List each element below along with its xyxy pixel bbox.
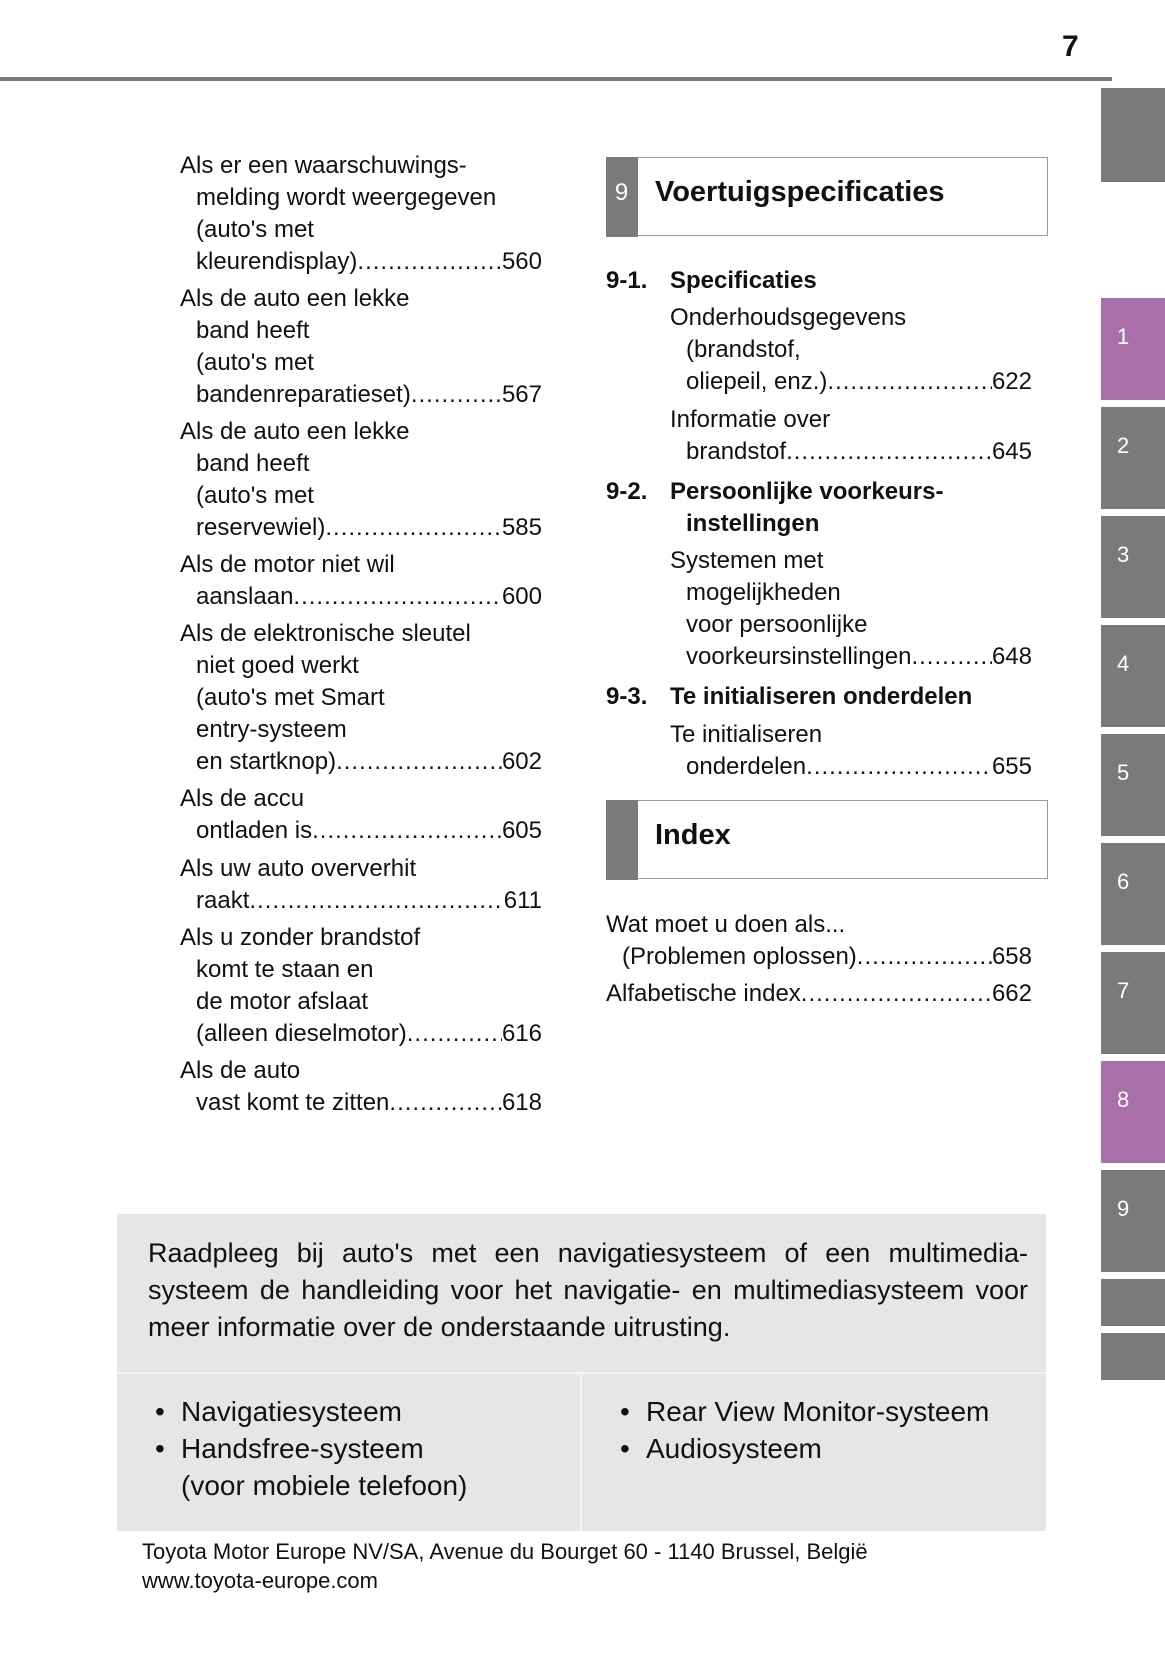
toc-entry-flat-tire-spare-wheel[interactable] [180, 416, 542, 544]
leader-dots [293, 581, 502, 613]
list-item-continued: (voor mobiele telefoon) [181, 1470, 468, 1501]
leader-dots [806, 751, 992, 783]
chapter-tab-9[interactable] [1101, 1170, 1165, 1272]
toc-entry-text: Als uw auto oververhit [180, 855, 417, 882]
leader-dots [325, 512, 502, 544]
list-item: • Handsfree-systeem [155, 1430, 467, 1467]
header-rule [0, 77, 1112, 81]
toc-page-number: 602 [501, 748, 542, 775]
section-heading-9-1[interactable] [606, 265, 1046, 297]
bullet-icon: • [620, 1396, 630, 1427]
toc-entry-text: Onderhoudsgegevens [670, 304, 907, 331]
toc-entry-text: niet goed werkt [196, 652, 359, 679]
chapter-heading-index [606, 800, 1048, 879]
chapter-tab-label: 4 [1117, 651, 1130, 676]
toc-entry-text: Systemen met [670, 547, 824, 574]
leader-dots [312, 815, 502, 847]
toc-page-number: 622 [991, 368, 1032, 395]
chapter-tab-6[interactable] [1101, 843, 1165, 945]
toc-entry-text: mogelijkheden [686, 579, 841, 606]
toc-entry-text: reservewiel) [196, 514, 326, 541]
toc-entry-text: Als de auto [180, 1057, 301, 1084]
toc-entry-alphabetical-index[interactable] [606, 978, 1032, 1010]
toc-entry-text: (alleen dieselmotor) [196, 1020, 407, 1047]
toc-page-number: 585 [501, 514, 542, 541]
toc-entry-text: Te initialiseren [670, 721, 823, 748]
toc-page-number: 616 [501, 1020, 542, 1047]
section-number: 9-1. [606, 267, 648, 294]
toc-page-number: 611 [503, 887, 542, 914]
chapter-tab-label: 1 [1117, 324, 1130, 349]
leader-dots [389, 1087, 502, 1119]
equipment-list-right [620, 1393, 989, 1467]
toc-entry-text: Als de accu [180, 785, 305, 812]
toc-entry-text: Als er een waarschuwings- [180, 152, 467, 179]
chapter-tab-3[interactable] [1101, 516, 1165, 618]
chapter-tab-label: 7 [1117, 978, 1130, 1003]
leader-dots [407, 1018, 502, 1050]
chapter-tab-label: 3 [1117, 542, 1130, 567]
leader-dots [411, 379, 502, 411]
list-item: • Audiosysteem [620, 1430, 989, 1467]
toc-entry-text: Als de auto een lekke [180, 285, 410, 312]
toc-entry-text: (Problemen oplossen) [622, 943, 857, 970]
toc-entry-maintenance-data[interactable] [670, 302, 1032, 398]
toc-page-number: 655 [991, 753, 1032, 780]
toc-page-number: 648 [991, 643, 1032, 670]
toc-entry-initializing-items[interactable] [670, 719, 1032, 783]
toc-entry-text: aanslaan [196, 583, 294, 610]
chapter-tab-top[interactable] [1101, 88, 1165, 182]
bullet-icon: • [155, 1396, 165, 1427]
toc-entry-vehicle-stuck[interactable] [180, 1055, 542, 1119]
toc-entry-text: Als de motor niet wil [180, 551, 395, 578]
section-number: 9-3. [606, 683, 648, 710]
toc-entry-warning-message[interactable] [180, 150, 542, 278]
bullet-icon: • [155, 1433, 165, 1464]
toc-entry-text: vast komt te zitten [196, 1089, 390, 1116]
toc-entry-out-of-fuel[interactable] [180, 922, 542, 1050]
toc-entry-troubleshooting[interactable] [606, 909, 1032, 973]
leader-dots [801, 978, 992, 1010]
toc-entry-text: (auto's met [196, 216, 314, 243]
toc-entry-electronic-key[interactable] [180, 618, 542, 778]
toc-entry-text: Informatie over [670, 406, 831, 433]
toc-entry-flat-tire-repair-kit[interactable] [180, 283, 542, 411]
section-number: 9-2. [606, 478, 648, 505]
toc-page-number: 567 [501, 381, 542, 408]
chapter-tab-8[interactable] [1101, 1061, 1165, 1163]
chapter-tab-label: 8 [1117, 1087, 1130, 1112]
toc-entry-personalization-systems[interactable] [670, 545, 1032, 673]
toc-entry-text: Als u zonder brandstof [180, 924, 421, 951]
section-heading-9-2[interactable] [606, 476, 1046, 540]
equipment-list-left [155, 1393, 467, 1504]
leader-dots [827, 366, 992, 398]
toc-entry-text: (auto's met Smart [196, 684, 385, 711]
toc-entry-text: melding wordt weergegeven [196, 184, 497, 211]
toc-entry-text: (auto's met [196, 482, 314, 509]
chapter-tab-label: 5 [1117, 760, 1130, 785]
toc-entry-text: Als de elektronische sleutel [180, 620, 471, 647]
toc-entry-overheating[interactable] [180, 853, 542, 917]
chapter-tab-label: 2 [1117, 433, 1130, 458]
toc-entry-text: voorkeursinstellingen [686, 643, 912, 670]
toc-entry-text: (brandstof, [686, 336, 801, 363]
toc-entry-text: Wat moet u doen als... [606, 911, 846, 938]
toc-entry-text: de motor afslaat [196, 988, 369, 1015]
leader-dots [336, 746, 502, 778]
chapter-title: Index [655, 819, 731, 851]
chapter-tab-2[interactable] [1101, 407, 1165, 509]
toc-page-number: 600 [501, 583, 542, 610]
chapter-tab-label: 9 [1117, 1196, 1130, 1221]
note-divider [580, 1372, 582, 1531]
publisher-address: Toyota Motor Europe NV/SA, Avenue du Bourget 60 - 1140 Brussel, België [142, 1539, 868, 1564]
chapter-heading-vehicle-specs [606, 157, 1048, 236]
toc-entry-text: band heeft [196, 450, 310, 477]
toc-entry-text: oliepeil, enz.) [686, 368, 828, 395]
list-item: • Rear View Monitor-systeem [620, 1393, 989, 1430]
toc-entry-text: ontladen is [196, 817, 313, 844]
toc-entry-text: raakt [196, 887, 250, 914]
leader-dots [357, 246, 502, 278]
section-title-continued: instellingen [686, 510, 820, 537]
toc-page-number: 560 [501, 248, 542, 275]
toc-entry-text: onderdelen [686, 753, 807, 780]
chapter-tab-4[interactable] [1101, 625, 1165, 727]
section-title: Persoonlijke voorkeurs- [670, 478, 944, 505]
toc-entry-text: Als de auto een lekke [180, 418, 410, 445]
chapter-tabs [1101, 0, 1165, 1653]
publisher-footer [142, 1537, 868, 1595]
toc-page-number: 618 [501, 1089, 542, 1116]
leader-dots [857, 941, 992, 973]
navigation-note-text: Raadpleeg bij auto's met een navigatiesysteem of een multimedia-systeem de handleiding voor het navigatie- en multimediasysteem voor meer informatie over de onderstaande uitrusting. [148, 1238, 1028, 1342]
toc-entry-text: (auto's met [196, 349, 314, 376]
toc-page-number: 605 [501, 817, 542, 844]
chapter-tab-extra-1[interactable] [1101, 1279, 1165, 1326]
leader-dots [911, 641, 991, 673]
toc-entry-battery-discharged[interactable] [180, 783, 542, 847]
toc-entry-text: Alfabetische index [606, 980, 801, 1007]
toc-page-number: 658 [991, 943, 1032, 970]
section-heading-9-3[interactable] [606, 681, 1046, 713]
chapter-number-badge: 9 [606, 157, 638, 237]
publisher-website: www.toyota-europe.com [142, 1568, 378, 1593]
toc-page-number: 662 [991, 980, 1032, 1007]
toc-entry-engine-wont-start[interactable] [180, 549, 542, 613]
bullet-icon: • [620, 1433, 630, 1464]
page-number: 7 [1062, 30, 1079, 63]
toc-entry-text: bandenreparatieset) [196, 381, 411, 408]
chapter-tab-label: 6 [1117, 869, 1130, 894]
chapter-title: Voertuigspecificaties [655, 176, 945, 208]
section-title: Te initialiseren onderdelen [670, 683, 973, 710]
leader-dots [249, 885, 503, 917]
section-title: Specificaties [670, 267, 817, 294]
toc-entry-text: band heeft [196, 317, 310, 344]
list-item: • Navigatiesysteem [155, 1393, 467, 1430]
toc-entry-text: kleurendisplay) [196, 248, 358, 275]
toc-entry-fuel-information[interactable] [670, 404, 1032, 468]
chapter-color-bar [606, 800, 638, 880]
toc-entry-text: en startknop) [196, 748, 337, 775]
toc-entry-text: komt te staan en [196, 956, 374, 983]
chapter-tab-extra-2[interactable] [1101, 1333, 1165, 1380]
leader-dots [786, 436, 992, 468]
chapter-tab-5[interactable] [1101, 734, 1165, 836]
chapter-tab-7[interactable] [1101, 952, 1165, 1054]
toc-page-number: 645 [991, 438, 1032, 465]
toc-entry-text: voor persoonlijke [686, 611, 868, 638]
toc-entry-text: entry-systeem [196, 716, 347, 743]
toc-entry-text: brandstof [686, 438, 787, 465]
chapter-tab-1[interactable] [1101, 298, 1165, 400]
